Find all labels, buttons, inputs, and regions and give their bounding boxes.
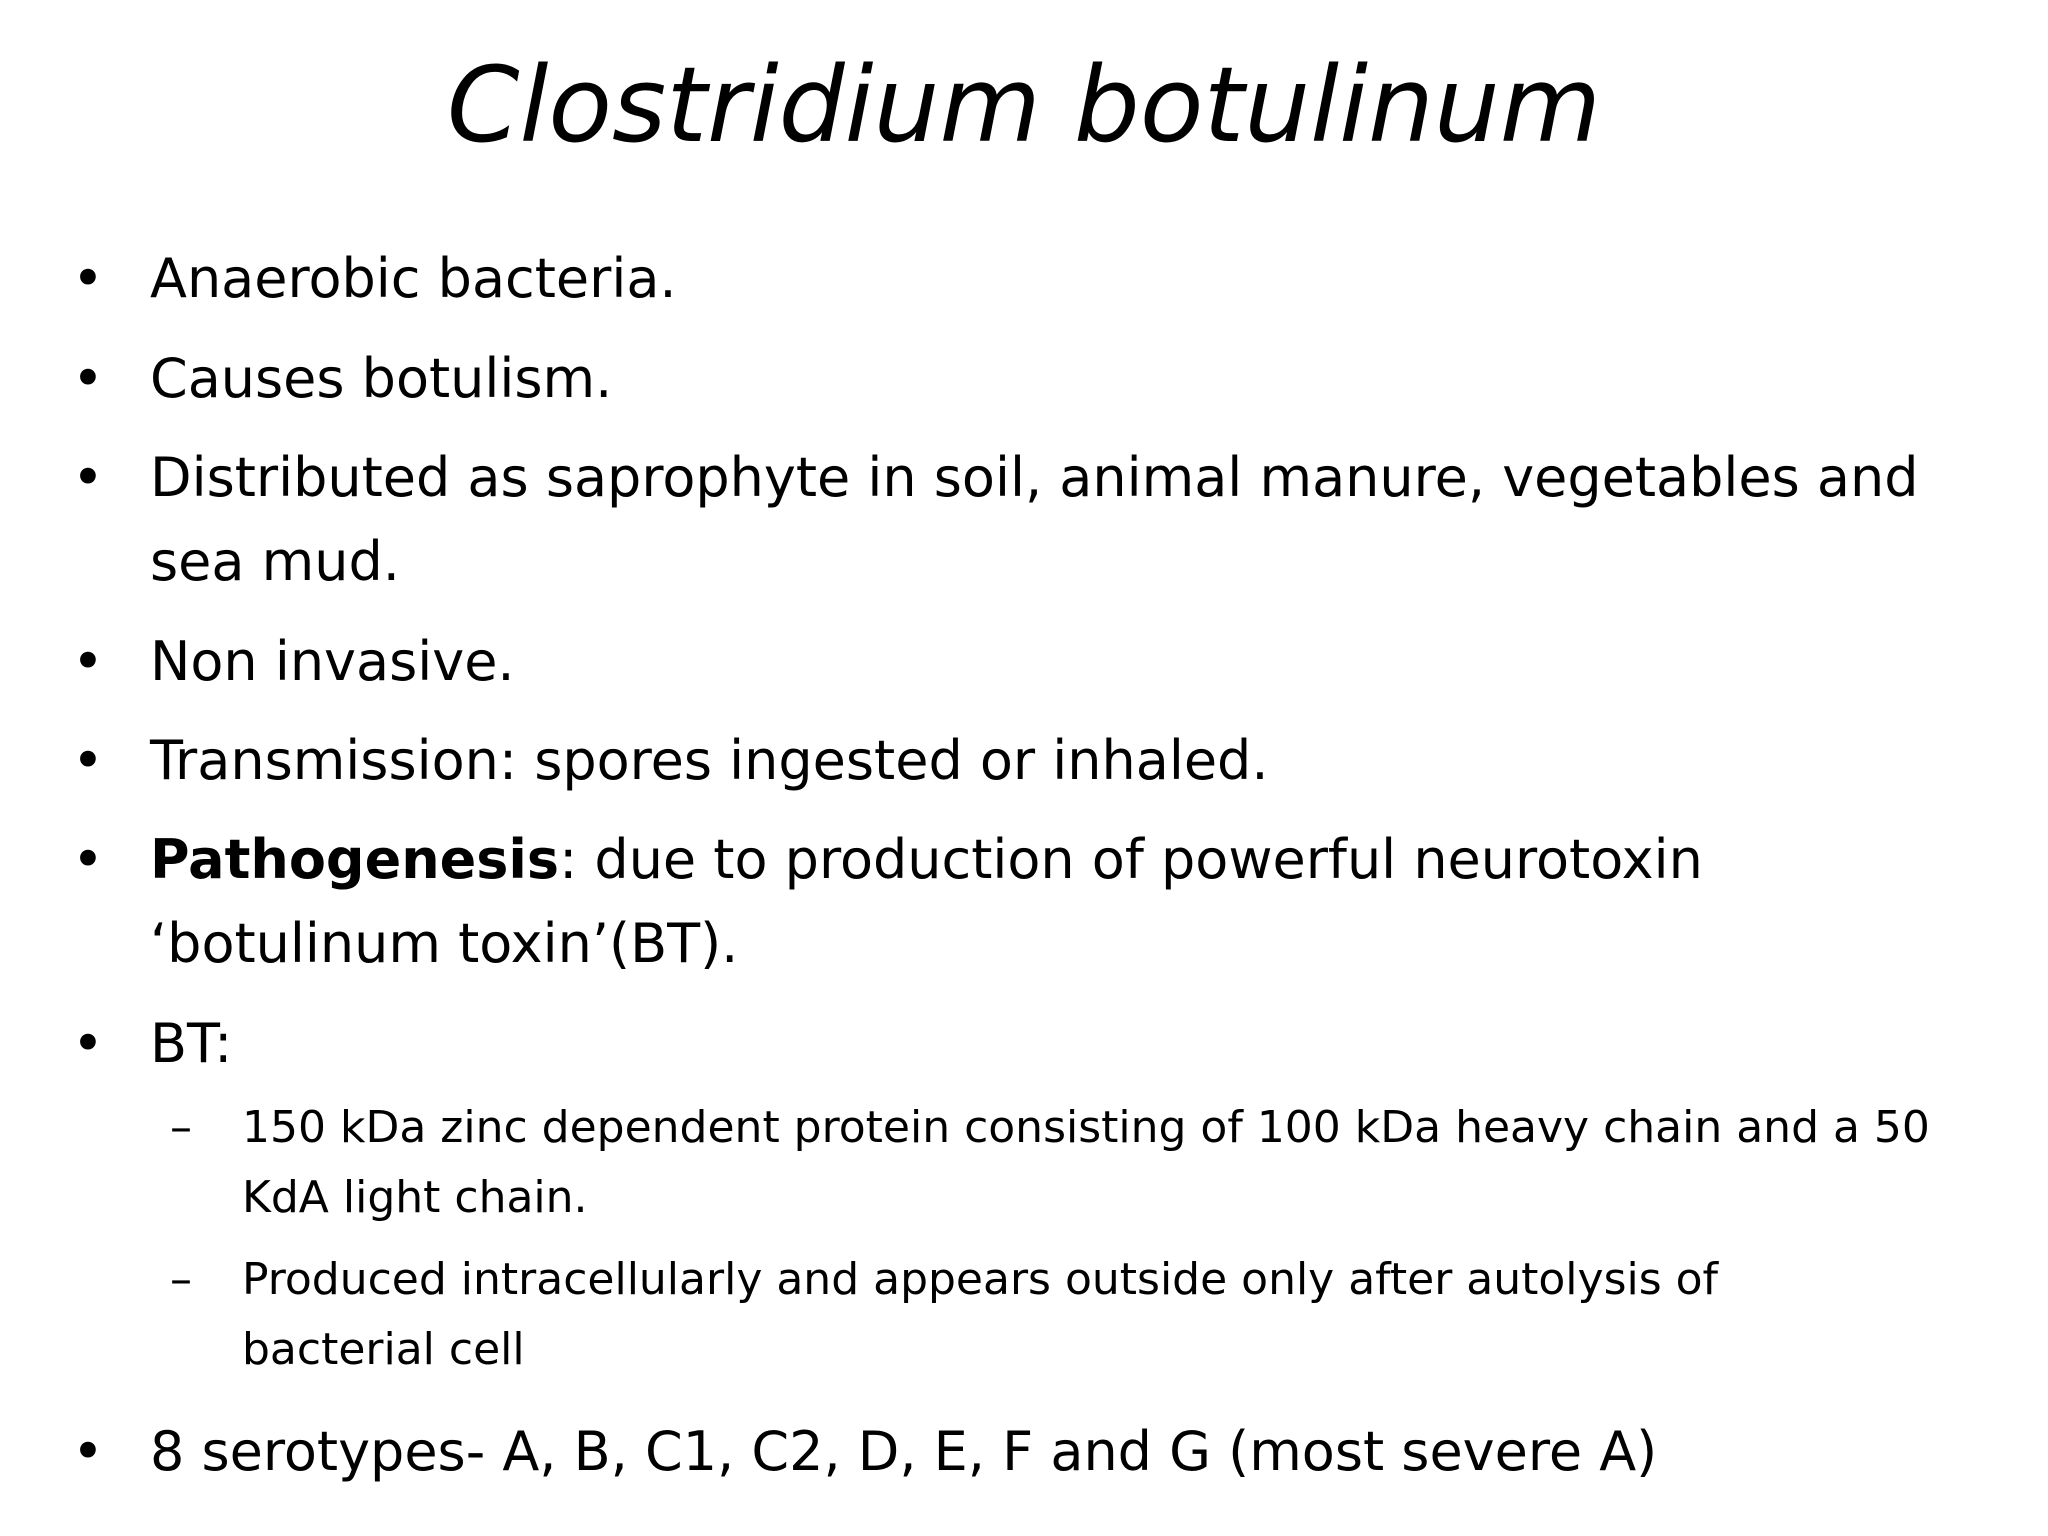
sub-bullet-text-line2: bacterial cell bbox=[242, 1324, 525, 1375]
bullet-item bbox=[150, 818, 1950, 902]
sub-bullet-item-continuation bbox=[242, 1164, 2022, 1232]
bullet-marker: • bbox=[72, 1012, 104, 1075]
slide-title: Clostridium botulinum bbox=[446, 44, 1602, 166]
sub-bullet-marker: – bbox=[170, 1102, 192, 1153]
bullet-marker: • bbox=[72, 630, 104, 693]
bullet-marker: • bbox=[72, 247, 104, 310]
sub-bullet-item bbox=[242, 1094, 2022, 1162]
bullet-text: 8 serotypes- A, B, C1, C2, D, E, F and G (most severe A) bbox=[150, 1420, 1658, 1483]
bullet-item bbox=[150, 1002, 1950, 1086]
sub-bullet-text-line1: 150 kDa zinc dependent protein consisting of 100 kDa heavy chain and a 50 bbox=[242, 1102, 1930, 1153]
bullet-bold-term: Pathogenesis bbox=[150, 828, 560, 891]
bullet-item-continuation bbox=[150, 520, 1950, 604]
sub-bullet-item bbox=[242, 1246, 2022, 1314]
sub-bullet-marker: – bbox=[170, 1254, 192, 1305]
bullet-text: BT: bbox=[150, 1012, 233, 1075]
bullet-item bbox=[150, 1410, 1950, 1494]
sub-bullet-item-continuation bbox=[242, 1316, 2022, 1384]
sub-bullet-text-line2: KdA light chain. bbox=[242, 1172, 588, 1223]
bullet-item bbox=[150, 436, 1950, 520]
bullet-text: Causes botulism. bbox=[150, 347, 613, 410]
bullet-item-continuation bbox=[150, 902, 1950, 986]
bullet-text-line1: Distributed as saprophyte in soil, animal manure, vegetables and bbox=[150, 446, 1919, 509]
bullet-item bbox=[150, 337, 1950, 421]
bullet-text: Anaerobic bacteria. bbox=[150, 247, 677, 310]
bullet-item bbox=[150, 719, 1950, 803]
bullet-text-line2: sea mud. bbox=[150, 530, 400, 593]
sub-bullet-text-line1: Produced intracellularly and appears outside only after autolysis of bbox=[242, 1254, 1719, 1305]
bullet-text-line1: : due to production of powerful neurotoxin bbox=[559, 828, 1703, 891]
bullet-text: Transmission: spores ingested or inhaled. bbox=[150, 729, 1269, 792]
bullet-item bbox=[150, 620, 1950, 704]
bullet-marker: • bbox=[72, 1420, 104, 1483]
bullet-item bbox=[150, 237, 1950, 321]
bullet-text-line2: ‘botulinum toxin’(BT). bbox=[150, 912, 739, 975]
bullet-marker: • bbox=[72, 347, 104, 410]
bullet-text: Non invasive. bbox=[150, 630, 515, 693]
bullet-marker: • bbox=[72, 729, 104, 792]
bullet-marker: • bbox=[72, 446, 104, 509]
bullet-marker: • bbox=[72, 828, 104, 891]
